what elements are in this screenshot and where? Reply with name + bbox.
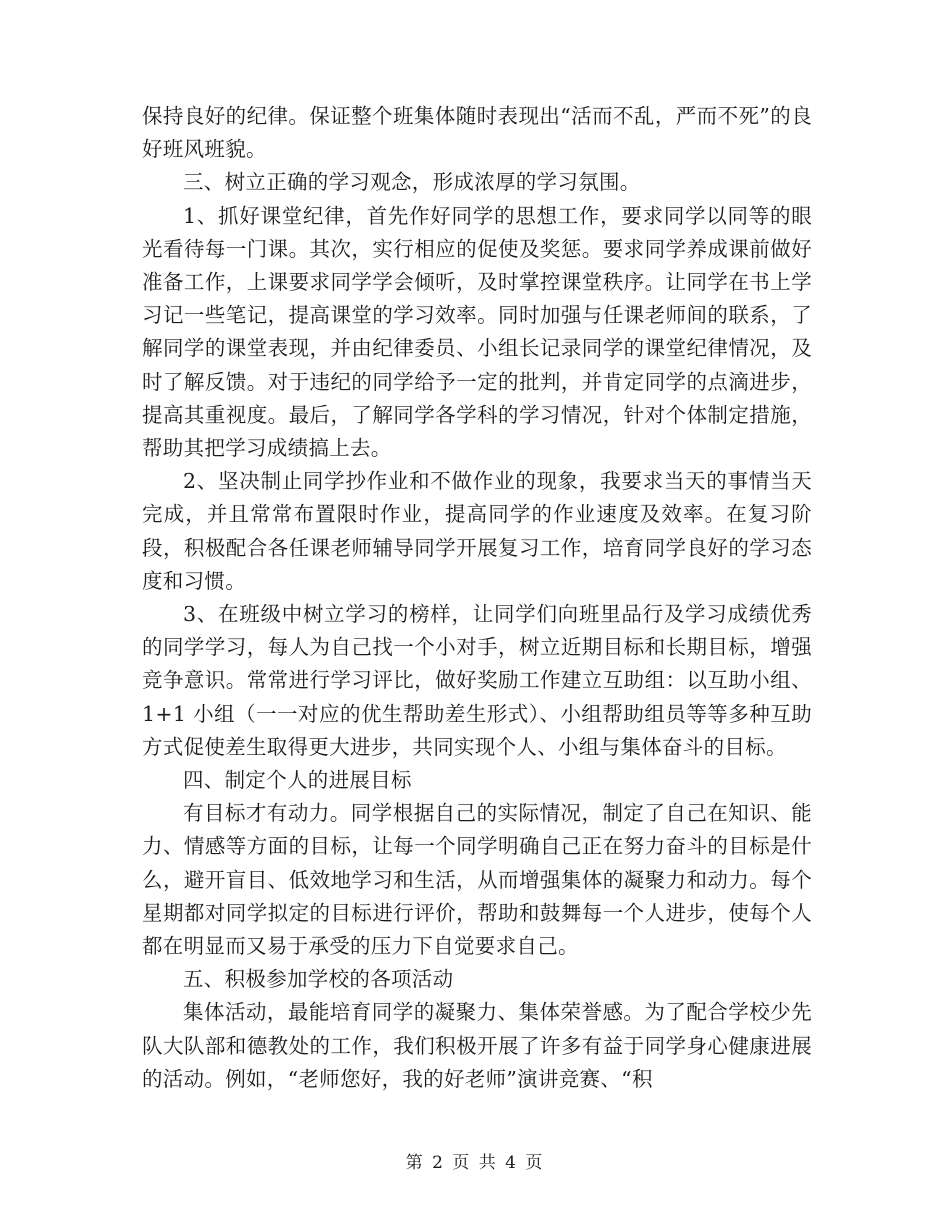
section-heading-four: 四、制定个人的进展目标: [183, 768, 412, 793]
section-heading-five: 五、积极参加学校的各项活动: [183, 967, 454, 992]
paragraph-goals: 有目标才有动力。同学根据自己的实际情况，制定了自己在知识、能力、情感等方面的目标，让每一个同学明确自己正在努力奋斗的目标是什么，避开盲目、低效地学习和生活，从而增强集体的凝聚力和动力。每个星期都对同学拟定的目标进行评价，帮助和鼓舞每一个人进步，使每个人都在明显而又易于承受的压力下自觉要求自己。: [142, 801, 812, 959]
paragraph-item-2: 2、坚决制止同学抄作业和不做作业的现象，我要求当天的事情当天完成，并且常常布置限时作业，提高同学的作业速度及效率。在复习阶段，积极配合各任课老师辅导同学开展复习工作，培育同学良好的学习态度和习惯。: [142, 469, 812, 593]
paragraph-item-1: 1、抓好课堂纪律，首先作好同学的思想工作，要求同学以同等的眼光看待每一门课。其次，实行相应的促使及奖惩。要求同学养成课前做好准备工作，上课要求同学学会倾听，及时掌控课堂秩序。让同学在书上学习记一些笔记，提高课堂的学习效率。同时加强与任课老师间的联系，了解同学的课堂表现，并由纪律委员、小组长记录同学的课堂纪律情况，及时了解反馈。对于违纪的同学给予一定的批判，并肯定同学的点滴进步，提高其重视度。最后，了解同学各学科的学习情况，针对个体制定措施，帮助其把学习成绩搞上去。: [142, 203, 812, 461]
section-heading-three: 三、树立正确的学习观念，形成浓厚的学习氛围。: [183, 170, 641, 195]
document-body: [142, 100, 812, 1096]
page-number-footer: 第 2 页 共 4 页: [405, 1153, 545, 1173]
paragraph-item-3: 3、在班级中树立学习的榜样，让同学们向班里品行及学习成绩优秀的同学学习，每人为自己找一个小对手，树立近期目标和长期目标，增强竞争意识。常常进行学习评比，做好奖励工作建立互助组：以互助小组、1+1 小组（一一对应的优生帮助差生形式）、小组帮助组员等等多种互助方式促使差生取得更大进步，共同实现个人、小组与集体奋斗的目标。: [142, 602, 812, 759]
paragraph-continued: 保持良好的纪律。保证整个班集体随时表现出“活而不乱，严而不死”的良好班风班貌。: [142, 104, 812, 162]
paragraph-activities: 集体活动，最能培育同学的凝聚力、集体荣誉感。为了配合学校少先队大队部和德教处的工作，我们积极开展了许多有益于同学身心健康进展的活动。例如，“老师您好，我的好老师”演讲竞赛、“积: [142, 1000, 812, 1091]
